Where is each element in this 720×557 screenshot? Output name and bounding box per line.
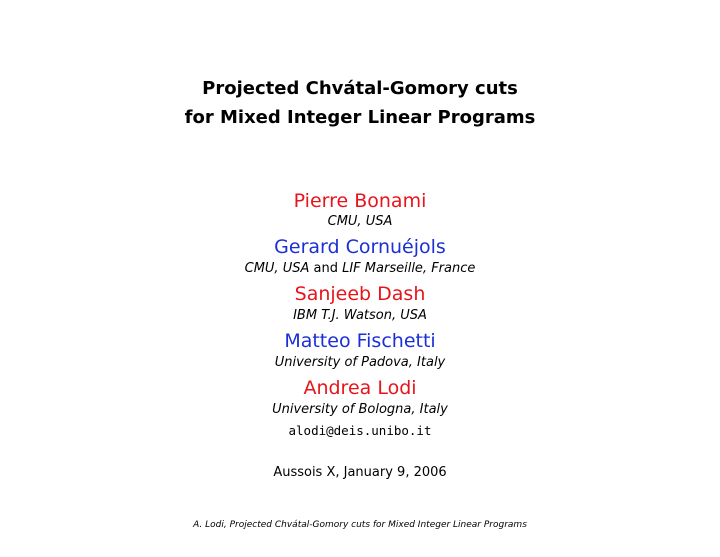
- affiliation-part: CMU, USA: [244, 261, 310, 276]
- slide-footer: A. Lodi, Projected Chvátal-Gomory cuts for Mixed Integer Linear Programs: [193, 520, 527, 530]
- author-affiliation: CMU, USA: [327, 214, 393, 229]
- title-line-2: for Mixed Integer Linear Programs: [184, 107, 536, 128]
- author-affiliation: University of Padova, Italy: [274, 355, 446, 370]
- contact-email: alodi@deis.unibo.it: [288, 423, 432, 438]
- author-name: Andrea Lodi: [303, 377, 417, 399]
- author-name: Pierre Bonami: [293, 190, 427, 212]
- affiliation-part: LIF Marseille, France: [342, 261, 476, 276]
- author-name: Matteo Fischetti: [284, 330, 436, 352]
- affiliation-conjunction: and: [313, 261, 338, 276]
- author-affiliation: IBM T.J. Watson, USA: [293, 308, 427, 323]
- author-name: Gerard Cornuéjols: [274, 236, 446, 258]
- author-name: Sanjeeb Dash: [294, 283, 426, 305]
- event-date: Aussois X, January 9, 2006: [273, 465, 447, 480]
- author-affiliation: [0, 261, 720, 277]
- title-line-1: Projected Chvátal-Gomory cuts: [202, 78, 518, 99]
- author-affiliation: University of Bologna, Italy: [272, 402, 448, 417]
